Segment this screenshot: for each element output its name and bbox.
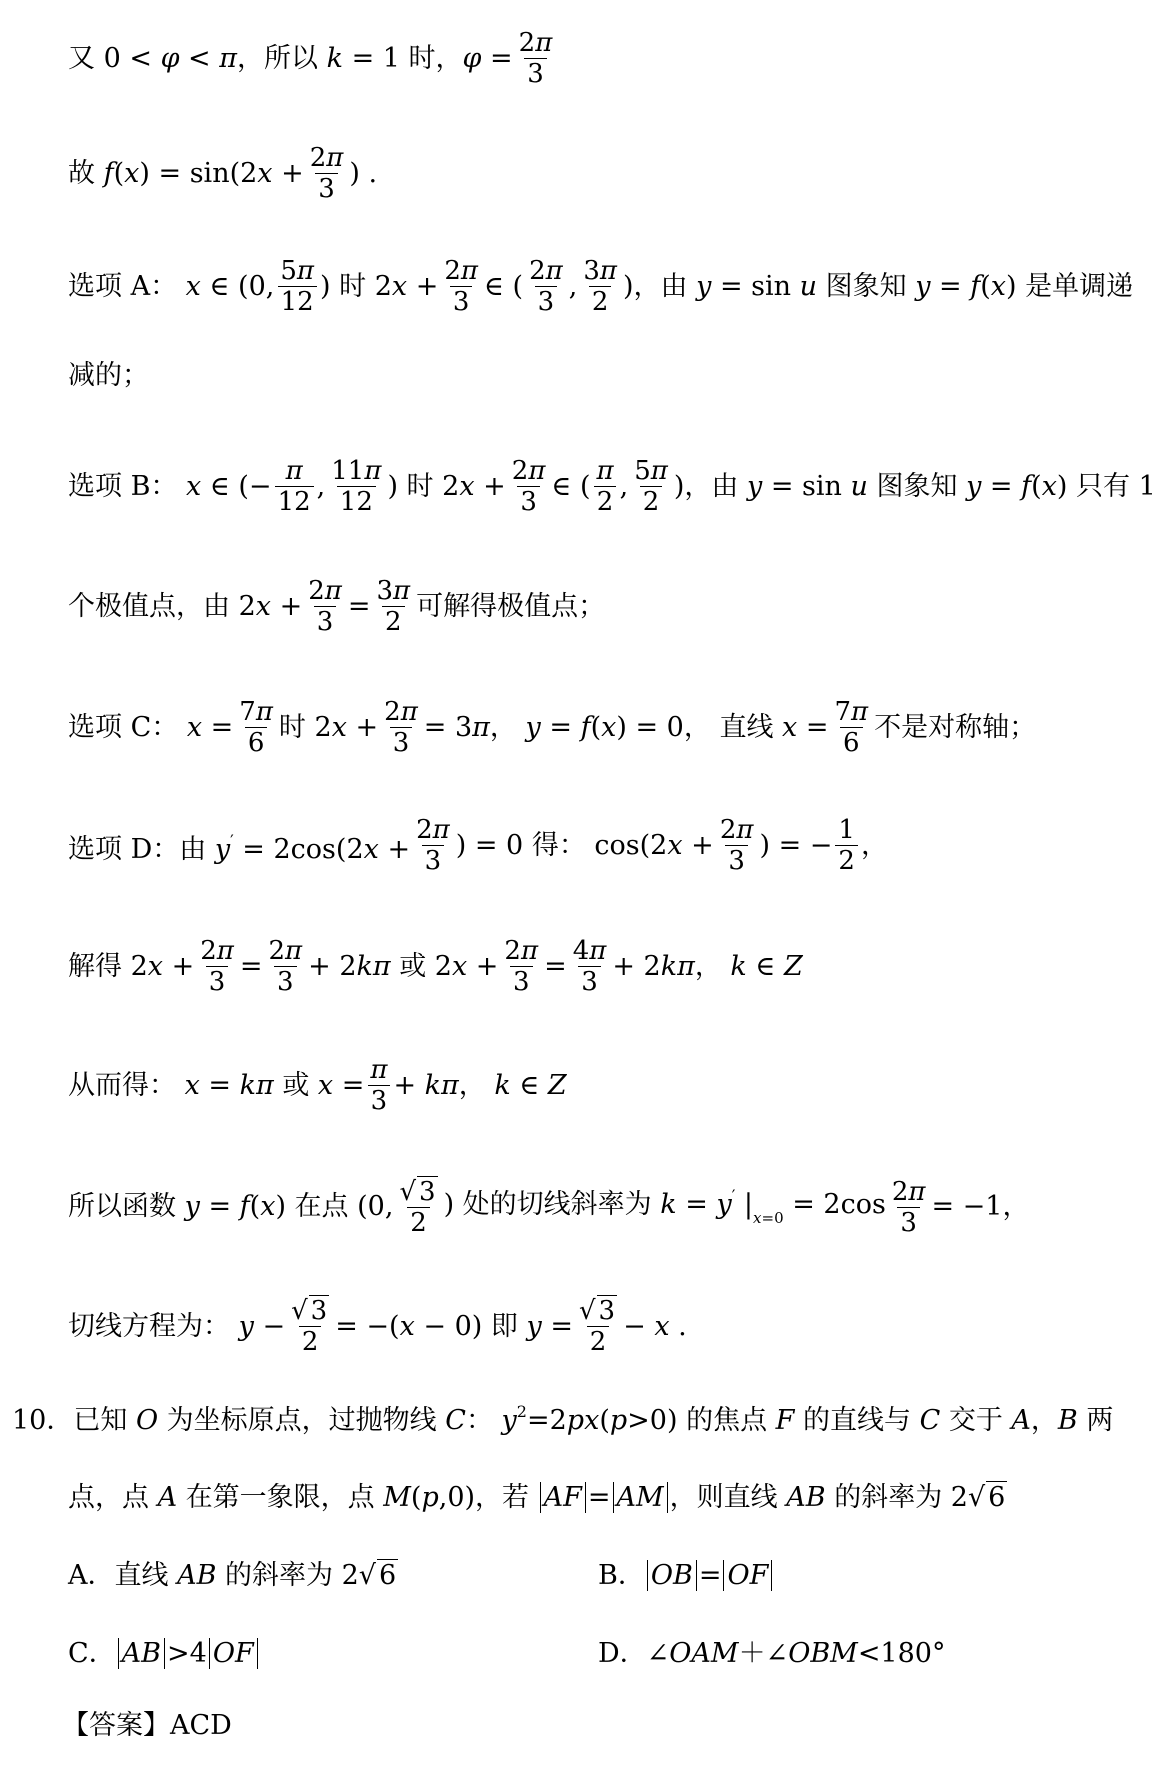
text-solve-3: + 2kπ， k ∈ Z — [612, 950, 803, 982]
text-solve-2: + 2kπ 或 2x + — [308, 950, 499, 982]
solution-line-1 — [68, 28, 1068, 89]
fraction: $\frac{3\pi}{2}$ — [583, 256, 617, 317]
text-opt-c-3: = 3π， y = f(x) = 0， 直线 x = — [423, 711, 829, 743]
solution-line-2 — [68, 143, 1068, 204]
fraction: $\frac{2\pi}{3}$ — [416, 815, 450, 876]
text-decreasing: 减的； — [68, 360, 149, 391]
solution-line-9 — [68, 936, 1068, 997]
text-thus-1: 从而得： x = kπ 或 x = — [68, 1069, 365, 1101]
text-option-b: B． OB = OF — [598, 1560, 774, 1591]
solution-option-a — [68, 256, 1134, 317]
solution-line-6 — [68, 576, 1068, 637]
text-extreme-1: 个极值点，由 2x + — [68, 590, 303, 622]
text-slope-3: = −1， — [931, 1191, 1030, 1222]
fraction: $\frac{2\pi}{3}$ — [444, 256, 478, 317]
text-q10-1: 10．已知 O 为坐标原点，过抛物线 C： $y^2=2px(p>0)$ 的焦点 F 的直线与 C 交于 A，B 两 — [12, 1402, 1114, 1436]
option-a[interactable] — [68, 1556, 398, 1596]
text-opt-a-3: ∈ ( — [483, 270, 524, 302]
solution-option-b — [68, 456, 1156, 517]
fraction: $\frac{√ 3}{2}$ — [399, 1176, 436, 1238]
solution-line-11 — [68, 1176, 1068, 1238]
text-opt-b-1: 选项 B： x ∈ (− — [68, 470, 272, 502]
text-option-c: C． AB >4 OF — [68, 1638, 260, 1669]
fraction: $\frac{7\pi}{6}$ — [834, 697, 869, 758]
fraction: $\frac{1}{2}$ — [835, 815, 858, 876]
solution-line-10 — [68, 1055, 1068, 1116]
fraction: $\frac{2\pi}{3}$ — [309, 143, 344, 204]
text-option-a: A．直线 AB 的斜率为 2√ 6 — [68, 1560, 397, 1591]
option-c[interactable] — [68, 1634, 260, 1674]
solution-option-c — [68, 697, 1068, 758]
text-tangent-1: 切线方程为： y − — [68, 1310, 286, 1342]
question-10-line-2 — [68, 1478, 1068, 1518]
text-slope-2: ) 处的切线斜率为 k = y′ $|_{x=0} = 2\cos$ — [443, 1186, 886, 1227]
solution-line-12 — [68, 1296, 1068, 1357]
option-b[interactable] — [598, 1556, 774, 1596]
text-opt-b-2: ) 时 2x + — [387, 470, 506, 502]
text-comma: , — [619, 470, 629, 502]
fraction: $\frac{2\pi}{3}$ — [891, 1176, 926, 1238]
text-opt-b-4: )，由 y = sin u 图象知 y = f(x) 只有 1 — [673, 470, 1156, 502]
text-q10-2: 点，点 A 在第一象限，点 M(p,0)，若 AF = AM ，则直线 AB 的斜率为 2√ 6 — [68, 1482, 1006, 1513]
text-opt-a-1: 选项 A： x ∈ (0, — [68, 270, 275, 302]
fraction: $\frac{2\pi}{3}$ — [529, 256, 563, 317]
text-opt-c-4: 不是对称轴； — [874, 711, 1037, 743]
solution-option-d — [68, 815, 1068, 876]
text-comma: , — [316, 470, 326, 502]
fraction: $\frac{3\pi}{2}$ — [376, 576, 411, 637]
text-tangent-2: = −(x − 0) 即 y = — [335, 1310, 573, 1342]
text-opt-a-4: )，由 y = sin u 图象知 y = f(x) 是单调递 — [622, 270, 1134, 302]
text-opt-a-2: ) 时 2x + — [320, 270, 439, 302]
fraction: $\frac{2\pi}{3}$ — [308, 576, 342, 637]
question-10-line-1 — [12, 1392, 1114, 1441]
text-opt-b-3: ∈ ( — [551, 470, 591, 502]
fraction: $\frac{7\pi}{6}$ — [239, 697, 273, 758]
text-opt-c-1: 选项 C： x = — [68, 711, 234, 743]
fraction: $\frac{4\pi}{3}$ — [572, 936, 607, 997]
fraction: $\frac{2\pi}{3}$ — [518, 28, 553, 89]
fraction: $\frac{5\pi}{2}$ — [634, 456, 668, 517]
answer-label — [62, 1706, 232, 1746]
fraction: $\frac{2\pi}{3}$ — [268, 936, 303, 997]
text-f-def: 故 f(x) = sin(2x + — [68, 157, 304, 189]
fraction: $\frac{\pi}{12}$ — [275, 456, 314, 517]
text-eq: = — [239, 950, 263, 982]
text-phi-range: 又 0 < φ < π，所以 k = 1 时，φ = — [68, 42, 513, 74]
fraction: $\frac{2\pi}{3}$ — [504, 936, 539, 997]
text-solve-1: 解得 2x + — [68, 950, 195, 982]
solution-line-4 — [68, 356, 1068, 396]
text-eq: = — [544, 950, 567, 982]
fraction: $\frac{\pi}{2}$ — [594, 456, 617, 517]
option-d[interactable] — [598, 1634, 945, 1674]
text-comma: ， — [860, 829, 888, 861]
fraction: $\frac{√ 3}{2}$ — [291, 1296, 328, 1357]
fraction: $\frac{√ 3}{2}$ — [578, 1296, 616, 1357]
fraction: $\frac{5\pi}{12}$ — [277, 256, 317, 317]
text-thus-2: + kπ， k ∈ Z — [393, 1069, 567, 1101]
text-extreme-2: 可解得极值点； — [416, 590, 606, 622]
fraction: $\frac{11\pi}{12}$ — [331, 456, 382, 517]
fraction: $\frac{2\pi}{3}$ — [511, 456, 546, 517]
text-eq: = — [347, 590, 371, 622]
fraction: $\frac{2\pi}{3}$ — [719, 815, 754, 876]
text-end: ) . — [349, 157, 378, 189]
text-comma: , — [568, 270, 578, 302]
fraction: $\frac{2\pi}{3}$ — [200, 936, 234, 997]
text-opt-c-2: 时 2x + — [278, 711, 379, 743]
answer-text: 【答案】ACD — [62, 1710, 232, 1741]
text-option-d: D．∠OAM＋∠OBM<180° — [598, 1638, 946, 1669]
text-opt-d-3: ) = − — [759, 829, 833, 861]
text-slope-1: 所以函数 y = f(x) 在点 (0, — [68, 1191, 394, 1222]
fraction: $\frac{2\pi}{3}$ — [384, 697, 418, 758]
text-opt-d-1: 选项 D：由 y′ = 2cos(2x + — [68, 831, 411, 865]
text-tangent-3: − x . — [623, 1310, 687, 1342]
fraction: $\frac{\pi}{3}$ — [367, 1055, 390, 1116]
text-opt-d-2: ) = 0 得： cos(2x + — [455, 829, 714, 861]
